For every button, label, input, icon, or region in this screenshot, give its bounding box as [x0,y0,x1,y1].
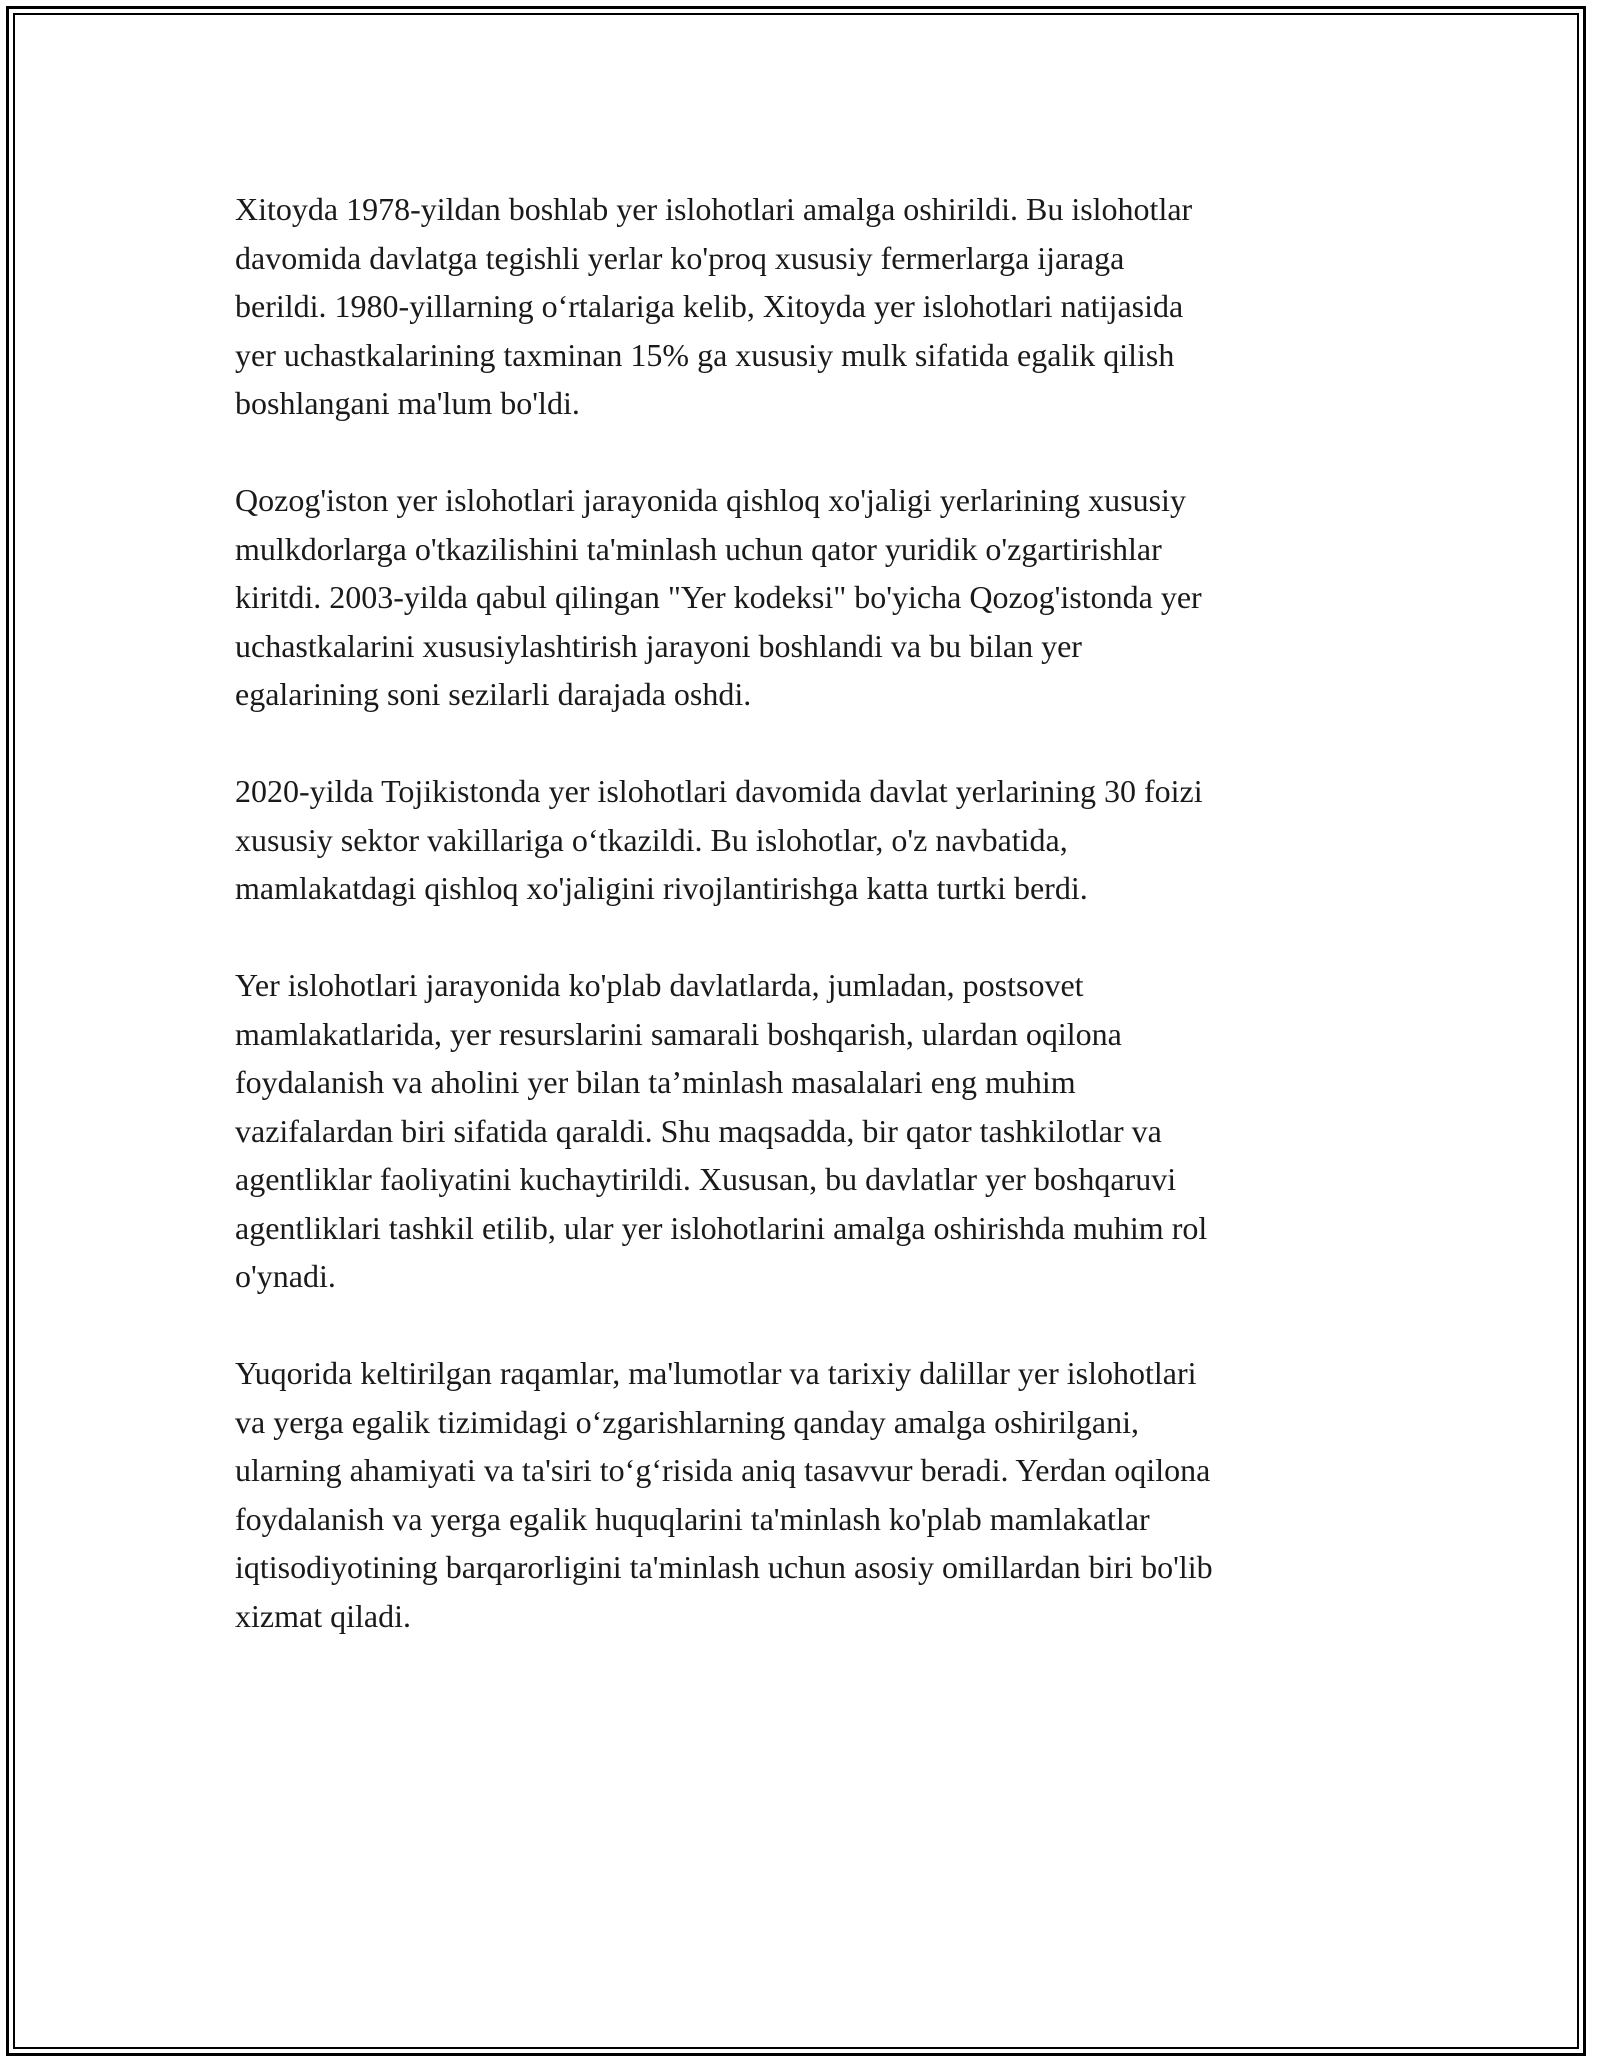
paragraph-kazakhstan: Qozog'iston yer islohotlari jarayonida qishloq xo'jaligi yerlarining xususiy mulkdorlarga o'tkazilishini ta'minlash uchun qator yuridik o'zgartirishlar kiritdi. 2003-yilda qabul qilingan "Yer kodeksi" bo'yicha Qozog'istonda yer uchastkalarini xususiylashtirish jarayoni boshlandi va bu bilan yer egalarining soni sezilarli darajada oshdi. [235,482,1202,712]
paragraph-tajikistan: 2020-yilda Tojikistonda yer islohotlari davomida davlat yerlarining 30 foizi xususiy sektor vakillariga o‘tkazildi. Bu islohotlar, o'z navbatida, mamlakatdagi qishloq xo'jaligini rivojlantirishga katta turtki berdi. [235,773,1203,906]
paragraph-china: Xitoyda 1978-yildan boshlab yer islohotlari amalga oshirildi. Bu islohotlar davomida davlatga tegishli yerlar ko'proq xususiy fermerlarga ijaraga berildi. 1980-yillarning o‘rtalariga kelib, Xitoyda yer islohotlari natijasida yer uchastkalarining taxminan 15% ga xususiy mulk sifatida egalik qilish boshlangani ma'lum bo'ldi. [235,191,1193,421]
paragraph-conclusion: Yuqorida keltirilgan raqamlar, ma'lumotlar va tarixiy dalillar yer islohotlari va yerga egalik tizimidagi o‘zgarishlarning qanday amalga oshirilgani, ularning ahamiyati va ta'siri to‘g‘risida aniq tasavvur beradi. Yerdan oqilona foydalanish va yerga egalik huquqlarini ta'minlash ko'plab mamlakatlar iqtisodiyotining barqarorligini ta'minlash uchun asosiy omillardan biri bo'lib xizmat qiladi. [235,1355,1213,1634]
paragraph-post-soviet: Yer islohotlari jarayonida ko'plab davlatlarda, jumladan, postsovet mamlakatlarida, yer resurslarini samarali boshqarish, ulardan oqilona foydalanish va aholini yer bilan ta’minlash masalalari eng muhim vazifalardan biri sifatida qaraldi. Shu maqsadda, bir qator tashkilotlar va agentliklar faoliyatini kuchaytirildi. Xususan, bu davlatlar yer boshqaruvi agentliklari tashkil etilib, ular yer islohotlarini amalga oshirishda muhim rol o'ynadi. [235,967,1208,1294]
document-body [235,185,1375,1689]
